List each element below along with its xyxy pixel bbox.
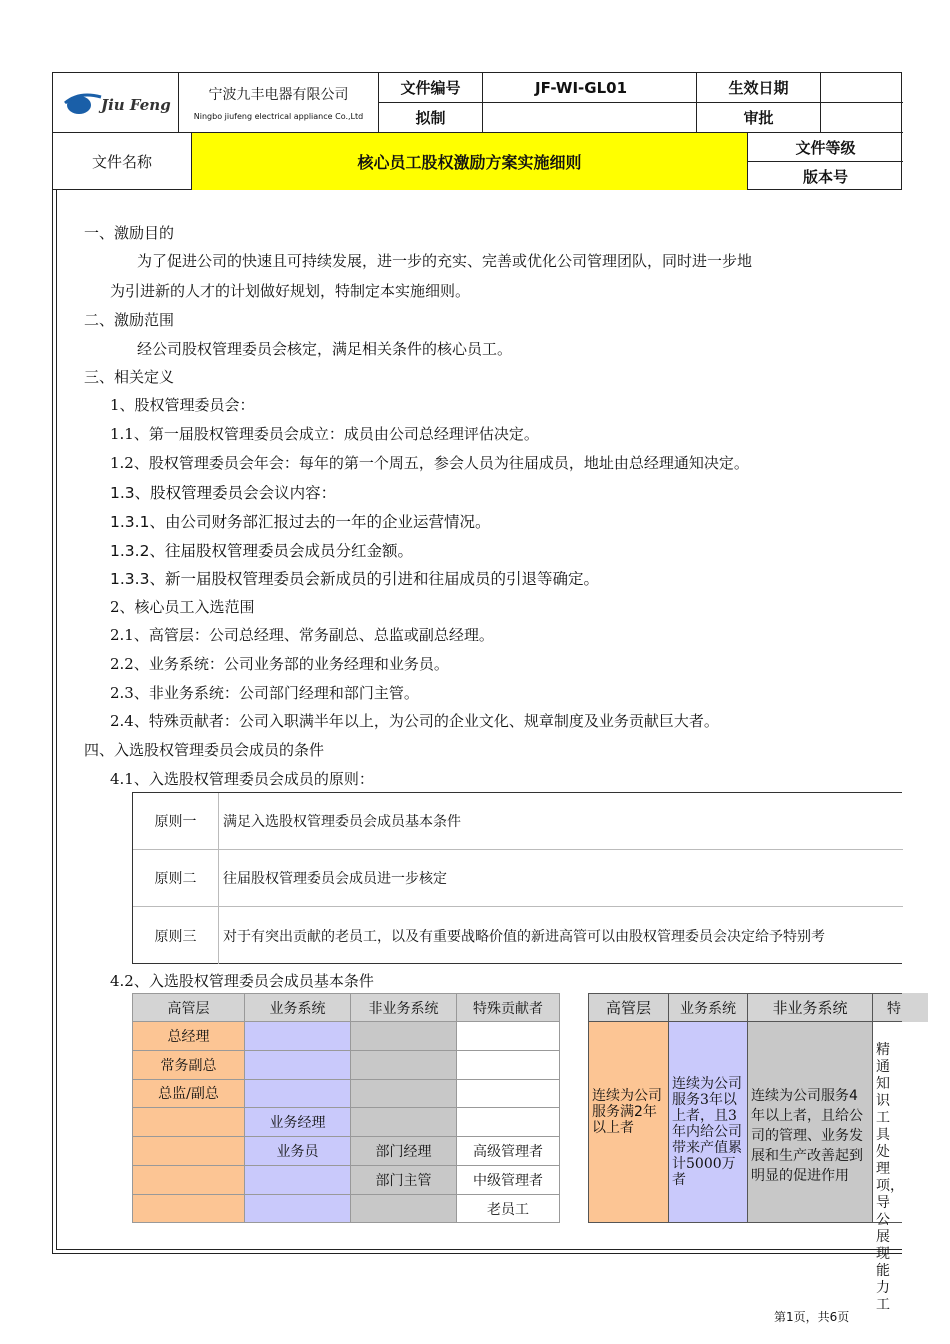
def-1: 1、股权管理委员会： xyxy=(110,396,255,414)
def-2-1: 2.1、高管层：公司总经理、常务副总、总监或副总经理。 xyxy=(110,626,494,644)
doc-no-label: 文件编号 xyxy=(379,73,483,103)
req-exec: 连续为公司服务满2年以上者 xyxy=(588,1021,669,1223)
section-4-1: 4.1、入选股权管理委员会成员的原则： xyxy=(110,770,374,788)
draft-label: 拟制 xyxy=(379,103,483,133)
grid-header: 非业务系统 xyxy=(350,993,457,1022)
principle-row xyxy=(133,793,903,850)
doc-name-label: 文件名称 xyxy=(53,133,192,190)
section-2-title: 二、激励范围 xyxy=(84,311,175,329)
principle-text: 往届股权管理委员会成员进一步核定 xyxy=(223,871,447,887)
def-1-2: 1.2、股权管理委员会年会：每年的第一个周五，参会人员为往届成员，地址由总经理通知决定。 xyxy=(110,454,749,472)
req-special: 精通知识工具处理项，导公展现能力工 xyxy=(872,1021,902,1223)
section-1-para-line1: 为了促进公司的快速且可持续发展，进一步的充实、完善或优化公司管理团队，同时进一步地 xyxy=(137,252,753,270)
section-3-title: 三、相关定义 xyxy=(84,368,175,386)
req-biz: 连续为公司服务3年以上者，且3年内给公司带来产值累计5000万者 xyxy=(668,1021,748,1223)
grid-cell: 中级管理者 xyxy=(473,1172,543,1189)
def-1-1: 1.1、第一届股权管理委员会成立：成员由公司总经理评估决定。 xyxy=(110,425,539,443)
def-1-3-2: 1.3.2、往届股权管理委员会成员分红金额。 xyxy=(110,542,413,560)
def-2-4: 2.4、特殊贡献者：公司入职满半年以上，为公司的企业文化、规章制度及业务贡献巨大者。 xyxy=(110,712,719,730)
def-1-3: 1.3、股权管理委员会会议内容： xyxy=(110,484,337,502)
req-header: 高管层 xyxy=(588,993,669,1022)
grid-header: 业务系统 xyxy=(244,993,351,1022)
principle-row xyxy=(133,907,903,964)
company-name-en: Ningbo jiufeng electrical appliance Co.,Ltd xyxy=(193,112,364,121)
principles-table xyxy=(132,792,902,964)
doc-no-value: JF-WI-GL01 xyxy=(483,73,697,103)
approve-label: 审批 xyxy=(697,103,821,133)
company-name-cn: 宁波九丰电器有限公司 xyxy=(208,87,349,103)
principle-key: 原则二 xyxy=(133,850,219,906)
logo-cell xyxy=(53,73,179,133)
section-1-title: 一、激励目的 xyxy=(84,224,175,242)
level-label: 文件等级 xyxy=(748,133,903,162)
principle-key: 原则一 xyxy=(133,793,219,849)
grid-cell: 常务副总 xyxy=(160,1057,217,1074)
page-number: 第1页，共6页 xyxy=(774,1310,850,1324)
company-logo-icon xyxy=(61,83,171,123)
effective-date-value xyxy=(821,73,903,103)
grid-header: 特殊贡献者 xyxy=(456,993,560,1022)
grid-cell: 部门主管 xyxy=(375,1172,432,1189)
principle-row xyxy=(133,850,903,907)
def-1-3-3: 1.3.3、新一届股权管理委员会新成员的引进和往届成员的引退等确定。 xyxy=(110,570,599,588)
effective-date-label: 生效日期 xyxy=(697,73,821,103)
grid-cell: 高级管理者 xyxy=(473,1143,543,1160)
logo-text: Jiu Feng xyxy=(100,95,171,114)
draft-value xyxy=(483,103,697,133)
document-header xyxy=(52,72,902,190)
section-4-title: 四、入选股权管理委员会成员的条件 xyxy=(84,741,325,759)
req-header: 非业务系统 xyxy=(747,993,873,1022)
grid-cell: 总监/副总 xyxy=(158,1086,219,1102)
principle-text: 对于有突出贡献的老员工，以及有重要战略价值的新进高管可以由股权管理委员会决定给予特别考 xyxy=(223,928,825,945)
grid-cell: 业务员 xyxy=(276,1143,319,1160)
section-4-2: 4.2、入选股权管理委员会成员基本条件 xyxy=(110,972,374,990)
req-header: 业务系统 xyxy=(668,993,748,1022)
doc-name-value: 核心员工股权激励方案实施细则 xyxy=(192,133,748,190)
grid-cell: 部门经理 xyxy=(375,1143,432,1160)
def-2-3: 2.3、非业务系统：公司部门经理和部门主管。 xyxy=(110,684,419,702)
def-2-2: 2.2、业务系统：公司业务部的业务经理和业务员。 xyxy=(110,655,449,673)
approve-value xyxy=(821,103,903,133)
principle-text: 满足入选股权管理委员会成员基本条件 xyxy=(223,814,461,830)
principle-key: 原则三 xyxy=(133,907,219,964)
req-header: 特 xyxy=(872,993,902,1022)
def-2: 2、核心员工入选范围 xyxy=(110,598,255,616)
section-2-para: 经公司股权管理委员会核定，满足相关条件的核心员工。 xyxy=(137,340,513,358)
req-nonbiz: 连续为公司服务4年以上者，且给公司的管理、业务发展和生产改善起到明显的促进作用 xyxy=(747,1021,873,1223)
grid-cell: 老员工 xyxy=(487,1201,529,1218)
version-label: 版本号 xyxy=(802,167,848,186)
grid-cell: 总经理 xyxy=(167,1028,210,1045)
section-1-para-line2: 为引进新的人才的计划做好规划，特制定本实施细则。 xyxy=(110,282,471,300)
grid-header: 高管层 xyxy=(132,993,245,1022)
company-cell xyxy=(179,73,379,133)
def-1-3-1: 1.3.1、由公司财务部汇报过去的一年的企业运营情况。 xyxy=(110,513,491,531)
header-overflow xyxy=(902,993,928,1022)
grid-cell: 业务经理 xyxy=(269,1114,326,1131)
